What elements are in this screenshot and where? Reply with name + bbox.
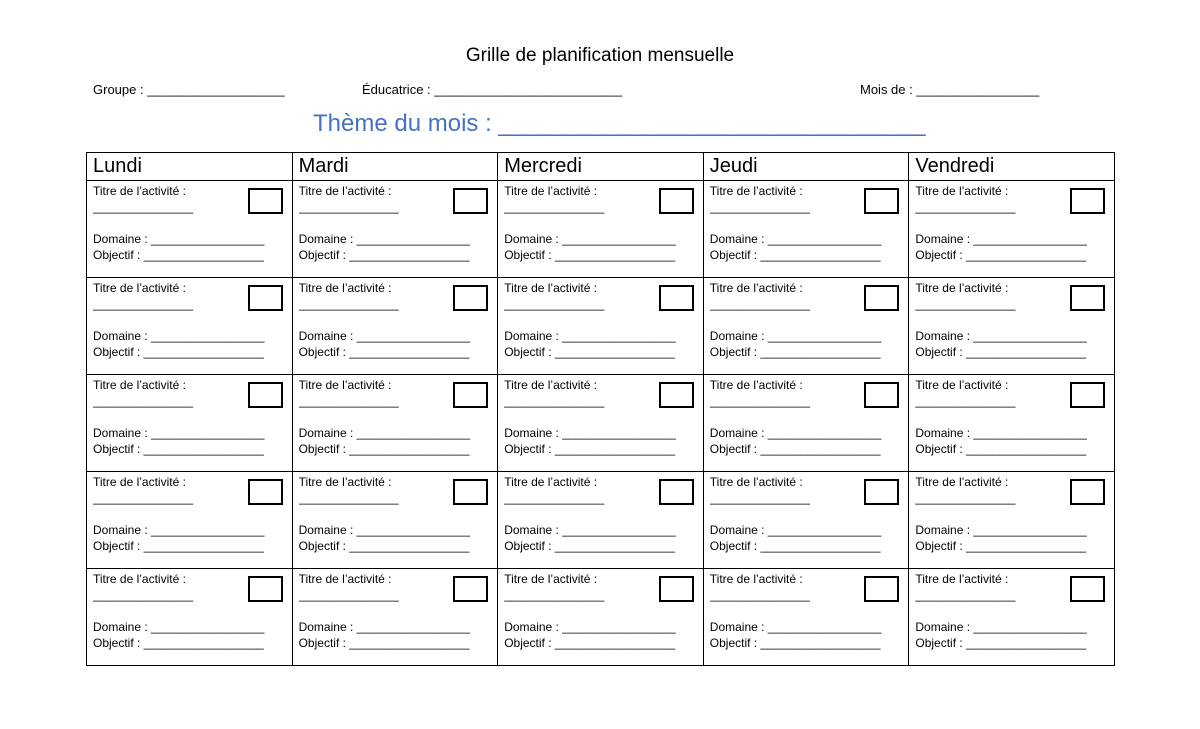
domaine-field[interactable]: Domaine : _________________	[709, 523, 882, 537]
activity-cell	[703, 181, 909, 278]
activity-row	[87, 472, 1115, 569]
activity-title-label: Titre de l’activité :	[915, 281, 1009, 295]
activity-title-blank[interactable]: _______________	[504, 588, 605, 602]
day-header-mercredi: Mercredi	[498, 153, 704, 181]
activity-cell	[87, 569, 293, 666]
day-header-jeudi: Jeudi	[703, 153, 909, 181]
objectif-field[interactable]: Objectif : __________________	[298, 248, 470, 262]
activity-title-label: Titre de l’activité :	[915, 572, 1009, 586]
mois-field[interactable]: Mois de : _________________	[860, 82, 1040, 97]
cell-spacer	[915, 409, 1114, 425]
activity-cell	[909, 472, 1115, 569]
activity-title-label: Titre de l’activité :	[298, 572, 392, 586]
domaine-field[interactable]: Domaine : _________________	[93, 329, 265, 343]
cell-spacer	[710, 506, 909, 522]
objectif-field[interactable]: Objectif : __________________	[709, 539, 881, 553]
activity-cell	[909, 278, 1115, 375]
cell-spacer	[299, 603, 498, 619]
activity-checkbox[interactable]	[1070, 382, 1105, 408]
activity-title-blank[interactable]: _______________	[915, 297, 1016, 311]
activity-checkbox[interactable]	[248, 188, 283, 214]
objectif-field[interactable]: Objectif : __________________	[709, 636, 881, 650]
activity-checkbox[interactable]	[864, 285, 899, 311]
activity-checkbox[interactable]	[1070, 576, 1105, 602]
activity-title-blank[interactable]: _______________	[93, 394, 194, 408]
grid-body	[87, 181, 1115, 666]
domaine-field[interactable]: Domaine : _________________	[709, 426, 882, 440]
activity-title-label: Titre de l’activité :	[298, 475, 392, 489]
cell-spacer	[504, 506, 703, 522]
activity-cell	[292, 472, 498, 569]
page-title: Grille de planification mensuelle	[465, 45, 735, 66]
domaine-field[interactable]: Domaine : _________________	[504, 426, 676, 440]
domaine-field[interactable]: Domaine : _________________	[298, 426, 471, 440]
activity-cell	[292, 569, 498, 666]
objectif-field[interactable]: Objectif : __________________	[915, 539, 1087, 553]
objectif-field[interactable]: Objectif : __________________	[709, 345, 881, 359]
cell-spacer	[915, 215, 1114, 231]
activity-title-label: Titre de l’activité :	[504, 184, 598, 198]
activity-title-blank[interactable]: _______________	[915, 491, 1016, 505]
objectif-field[interactable]: Objectif : __________________	[504, 248, 675, 262]
domaine-field[interactable]: Domaine : _________________	[298, 329, 471, 343]
cell-spacer	[93, 506, 292, 522]
activity-cell	[909, 375, 1115, 472]
activity-title-label: Titre de l’activité :	[709, 184, 803, 198]
objectif-field[interactable]: Objectif : __________________	[93, 248, 264, 262]
activity-title-label: Titre de l’activité :	[709, 281, 803, 295]
activity-checkbox[interactable]	[659, 479, 694, 505]
cell-spacer	[504, 409, 703, 425]
activity-row	[87, 278, 1115, 375]
cell-spacer	[504, 312, 703, 328]
activity-cell	[703, 375, 909, 472]
activity-title-label: Titre de l’activité :	[709, 378, 803, 392]
activity-title-blank[interactable]: _______________	[915, 200, 1016, 214]
objectif-field[interactable]: Objectif : __________________	[93, 539, 264, 553]
objectif-field[interactable]: Objectif : __________________	[504, 442, 675, 456]
activity-title-label: Titre de l’activité :	[93, 184, 186, 198]
cell-spacer	[299, 506, 498, 522]
cell-spacer	[299, 312, 498, 328]
educatrice-field[interactable]: Éducatrice : __________________________	[362, 82, 623, 97]
activity-checkbox[interactable]	[248, 285, 283, 311]
activity-title-blank[interactable]: _______________	[93, 297, 194, 311]
activity-checkbox[interactable]	[659, 188, 694, 214]
cell-spacer	[915, 312, 1114, 328]
activity-title-label: Titre de l’activité :	[298, 281, 392, 295]
cell-spacer	[915, 603, 1114, 619]
activity-cell	[292, 181, 498, 278]
objectif-field[interactable]: Objectif : __________________	[504, 539, 675, 553]
activity-title-blank[interactable]: _______________	[709, 394, 810, 408]
cell-spacer	[299, 409, 498, 425]
cell-spacer	[710, 409, 909, 425]
activity-cell	[87, 278, 293, 375]
day-header-lundi: Lundi	[87, 153, 293, 181]
objectif-field[interactable]: Objectif : __________________	[298, 539, 470, 553]
activity-cell	[87, 181, 293, 278]
activity-checkbox[interactable]	[453, 576, 488, 602]
activity-title-label: Titre de l’activité :	[915, 475, 1009, 489]
objectif-field[interactable]: Objectif : __________________	[915, 636, 1087, 650]
objectif-field[interactable]: Objectif : __________________	[915, 345, 1087, 359]
objectif-field[interactable]: Objectif : __________________	[915, 248, 1087, 262]
objectif-field[interactable]: Objectif : __________________	[298, 636, 470, 650]
domaine-field[interactable]: Domaine : _________________	[915, 620, 1087, 634]
activity-title-label: Titre de l’activité :	[93, 281, 186, 295]
cell-spacer	[915, 506, 1114, 522]
domaine-field[interactable]: Domaine : _________________	[504, 620, 676, 634]
activity-title-label: Titre de l’activité :	[709, 475, 803, 489]
objectif-field[interactable]: Objectif : __________________	[709, 442, 881, 456]
activity-title-label: Titre de l’activité :	[298, 378, 392, 392]
activity-checkbox[interactable]	[248, 576, 283, 602]
activity-title-blank[interactable]: _______________	[504, 297, 605, 311]
activity-title-label: Titre de l’activité :	[504, 572, 598, 586]
activity-cell	[703, 472, 909, 569]
activity-row	[87, 569, 1115, 666]
domaine-field[interactable]: Domaine : _________________	[504, 329, 676, 343]
activity-checkbox[interactable]	[1070, 188, 1105, 214]
activity-cell	[498, 569, 704, 666]
activity-checkbox[interactable]	[453, 285, 488, 311]
activity-checkbox[interactable]	[248, 479, 283, 505]
domaine-field[interactable]: Domaine : _________________	[709, 620, 882, 634]
activity-title-blank[interactable]: _______________	[504, 200, 605, 214]
objectif-field[interactable]: Objectif : __________________	[93, 636, 264, 650]
activity-title-label: Titre de l’activité :	[915, 378, 1009, 392]
cell-spacer	[710, 215, 909, 231]
groupe-field[interactable]: Groupe : ___________________	[93, 82, 285, 97]
activity-cell	[703, 278, 909, 375]
objectif-field[interactable]: Objectif : __________________	[709, 248, 881, 262]
activity-title-blank[interactable]: _______________	[709, 588, 810, 602]
activity-checkbox[interactable]	[1070, 479, 1105, 505]
domaine-field[interactable]: Domaine : _________________	[298, 523, 471, 537]
activity-cell	[909, 181, 1115, 278]
domaine-field[interactable]: Domaine : _________________	[915, 232, 1087, 246]
activity-title-blank[interactable]: _______________	[298, 491, 399, 505]
activity-title-blank[interactable]: _______________	[709, 491, 810, 505]
activity-title-blank[interactable]: _______________	[504, 394, 605, 408]
activity-row	[87, 375, 1115, 472]
domaine-field[interactable]: Domaine : _________________	[915, 523, 1087, 537]
activity-title-label: Titre de l’activité :	[504, 378, 598, 392]
domaine-field[interactable]: Domaine : _________________	[504, 232, 676, 246]
cell-spacer	[93, 409, 292, 425]
activity-checkbox[interactable]	[864, 576, 899, 602]
activity-checkbox[interactable]	[659, 382, 694, 408]
activity-cell	[498, 472, 704, 569]
day-header-vendredi: Vendredi	[909, 153, 1115, 181]
day-header-mardi: Mardi	[292, 153, 498, 181]
domaine-field[interactable]: Domaine : _________________	[915, 426, 1087, 440]
cell-spacer	[93, 215, 292, 231]
activity-title-blank[interactable]: _______________	[93, 200, 194, 214]
activity-title-blank[interactable]: _______________	[915, 588, 1016, 602]
cell-spacer	[504, 603, 703, 619]
activity-title-blank[interactable]: _______________	[915, 394, 1016, 408]
activity-title-blank[interactable]: _______________	[709, 200, 810, 214]
activity-title-blank[interactable]: _______________	[93, 491, 194, 505]
activity-title-label: Titre de l’activité :	[504, 475, 598, 489]
cell-spacer	[710, 312, 909, 328]
activity-title-label: Titre de l’activité :	[93, 378, 186, 392]
objectif-field[interactable]: Objectif : __________________	[504, 636, 675, 650]
activity-cell	[909, 569, 1115, 666]
domaine-field[interactable]: Domaine : _________________	[504, 523, 676, 537]
domaine-field[interactable]: Domaine : _________________	[93, 232, 265, 246]
activity-cell	[87, 472, 293, 569]
cell-spacer	[93, 603, 292, 619]
activity-title-blank[interactable]: _______________	[93, 588, 194, 602]
domaine-field[interactable]: Domaine : _________________	[915, 329, 1087, 343]
activity-checkbox[interactable]	[864, 382, 899, 408]
activity-checkbox[interactable]	[1070, 285, 1105, 311]
activity-title-label: Titre de l’activité :	[915, 184, 1009, 198]
activity-title-blank[interactable]: _______________	[709, 297, 810, 311]
cell-spacer	[504, 215, 703, 231]
activity-checkbox[interactable]	[659, 576, 694, 602]
domaine-field[interactable]: Domaine : _________________	[93, 426, 265, 440]
activity-cell	[498, 278, 704, 375]
activity-checkbox[interactable]	[453, 479, 488, 505]
activity-title-label: Titre de l’activité :	[504, 281, 598, 295]
activity-title-label: Titre de l’activité :	[709, 572, 803, 586]
activity-cell	[87, 375, 293, 472]
domaine-field[interactable]: Domaine : _________________	[93, 523, 265, 537]
objectif-field[interactable]: Objectif : __________________	[504, 345, 675, 359]
activity-title-blank[interactable]: _______________	[504, 491, 605, 505]
planning-grid	[86, 152, 1115, 666]
objectif-field[interactable]: Objectif : __________________	[915, 442, 1087, 456]
cell-spacer	[93, 312, 292, 328]
cell-spacer	[299, 215, 498, 231]
cell-spacer	[710, 603, 909, 619]
activity-cell	[703, 569, 909, 666]
domaine-field[interactable]: Domaine : _________________	[709, 329, 882, 343]
activity-checkbox[interactable]	[453, 188, 488, 214]
activity-cell	[292, 278, 498, 375]
activity-checkbox[interactable]	[864, 188, 899, 214]
activity-checkbox[interactable]	[659, 285, 694, 311]
domaine-field[interactable]: Domaine : _________________	[298, 620, 471, 634]
activity-title-blank[interactable]: _______________	[298, 394, 399, 408]
activity-title-label: Titre de l’activité :	[298, 184, 392, 198]
domaine-field[interactable]: Domaine : _________________	[93, 620, 265, 634]
domaine-field[interactable]: Domaine : _________________	[709, 232, 882, 246]
theme-field[interactable]: Thème du mois : ________________________________	[313, 110, 926, 137]
activity-title-blank[interactable]: _______________	[298, 297, 399, 311]
activity-checkbox[interactable]	[453, 382, 488, 408]
activity-checkbox[interactable]	[248, 382, 283, 408]
domaine-field[interactable]: Domaine : _________________	[298, 232, 471, 246]
activity-cell	[498, 375, 704, 472]
objectif-field[interactable]: Objectif : __________________	[298, 442, 470, 456]
day-header-row	[87, 153, 1115, 181]
objectif-field[interactable]: Objectif : __________________	[93, 345, 264, 359]
activity-title-label: Titre de l’activité :	[93, 572, 186, 586]
activity-cell	[292, 375, 498, 472]
activity-title-blank[interactable]: _______________	[298, 200, 399, 214]
activity-cell	[498, 181, 704, 278]
activity-checkbox[interactable]	[864, 479, 899, 505]
activity-title-blank[interactable]: _______________	[298, 588, 399, 602]
objectif-field[interactable]: Objectif : __________________	[93, 442, 264, 456]
activity-title-label: Titre de l’activité :	[93, 475, 186, 489]
activity-row	[87, 181, 1115, 278]
objectif-field[interactable]: Objectif : __________________	[298, 345, 470, 359]
